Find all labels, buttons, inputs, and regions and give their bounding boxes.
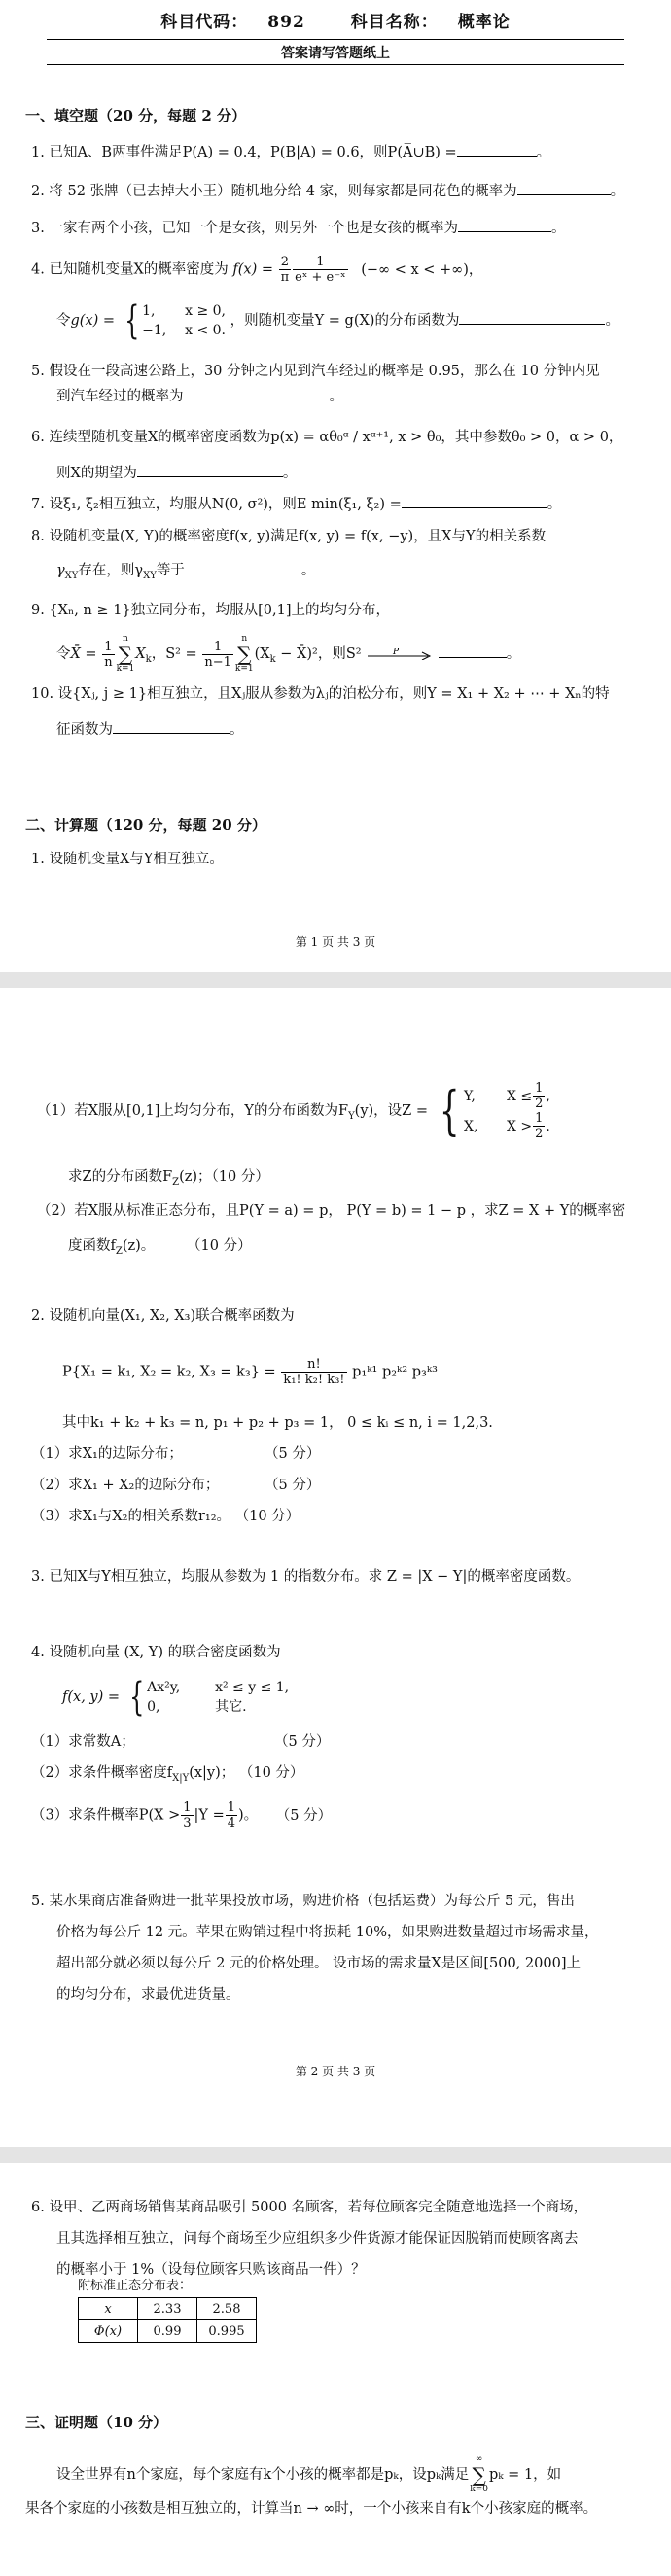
calc-question-1-part-2: （2）若X服从标准正态分布，且P(Y = a) = p， P(Y = b) = 1 − p ，求Z = X + Y的概率密 <box>37 1203 626 1219</box>
calc-question-1-part-1-ask: 求Z的分布函数$F_Z(z)$；（10 分） <box>68 1169 269 1188</box>
calc-question-2-sub-2: （2）求X₁ + X₂的边际分布； （5 分） <box>31 1478 321 1493</box>
calc-question-2-condition: 其中k₁ + k₂ + k₃ = n, p₁ + p₂ + p₃ = 1， 0 ≤ kᵢ ≤ n, i = 1,2,3. <box>62 1415 493 1431</box>
normal-distribution-table <box>78 2297 257 2343</box>
normal-table-caption: 附标准正态分布表： <box>78 2279 193 2293</box>
fill-question-7: 7. 设ξ₁, ξ₂相互独立，均服从N(0, σ²)，则E min(ξ₁, ξ₂) = 。 <box>31 494 644 515</box>
table-cell: 2.33 <box>138 2298 197 2320</box>
fill-question-6: 6. 连续型随机变量X的概率密度函数为p(x) = αθ₀ᵅ / xᵅ⁺¹, x > θ₀，其中参数θ₀ > 0，α > 0， <box>31 430 623 445</box>
fill-question-4: 4. 已知随机变量X的概率密度为 f(x) = $\frac{2}{\pi}$ $\frac{1}{\text{eˣ + e⁻ˣ}}$ (−∞ < x < +∞)， <box>31 255 483 285</box>
calc-question-4-sub-3: （3）求条件概率P(X > $\frac{1}{3}$ |Y = $\frac{1}{4}$ )。 （5 分） <box>31 1800 333 1830</box>
table-cell: 0.995 <box>197 2320 257 2343</box>
exam-header <box>0 0 671 32</box>
convergence-arrow-icon <box>366 648 434 660</box>
calc-question-2-sub-3: （3）求X₁与X₂的相关系数r₁₂。 （10 分） <box>31 1509 300 1524</box>
exam-page-3 <box>0 2163 671 2576</box>
page-footer-2: 第 2 页 共 3 页 <box>295 2065 376 2078</box>
calc-question-5: 5. 某水果商店准备购进一批苹果投放市场，购进价格（包括运费）为每公斤 5 元，售出 <box>31 1894 575 1909</box>
page-separator-1 <box>0 972 671 988</box>
calc-question-5-line-2: 价格为每公斤 12 元。苹果在购销过程中将损耗 10%，如果购进数量超过市场需求量， <box>56 1925 599 1940</box>
subject-code-label: 科目代码： <box>160 13 249 32</box>
fill-question-8-cont: $\gamma_{XY}$存在，则$\gamma_{XY}$等于 。 <box>56 560 644 586</box>
calc-question-4-sub-2: （2）求条件概率密度$f_{X|Y}(x|y)$； （10 分） <box>31 1765 304 1784</box>
fill-question-4-cont: 令g(x) = { 1, x ≥ 0, −1, x < 0. ，则随机变量Y = g(X)的分布函数为 。 <box>56 298 619 343</box>
calc-question-2: 2. 设随机向量(X₁, X₂, X₃)联合概率函数为 <box>31 1308 295 1324</box>
fill-question-2: 2. 将 52 张牌（已去掉大小王）随机地分给 4 家，则每家都是同花色的概率为 。 <box>31 181 644 202</box>
fill-question-3: 3. 一家有两个小孩，已知一个是女孩，则另外一个也是女孩的概率为 。 <box>31 218 644 239</box>
calc-question-4: 4. 设随机向量 (X, Y) 的联合密度函数为 <box>31 1645 281 1660</box>
calc-question-3: 3. 已知X与Y相互独立，均服从参数为 1 的指数分布。求 Z = |X − Y|的概率密度函数。 <box>31 1569 581 1584</box>
fill-question-10: 10. 设{Xⱼ, j ≥ 1}相互独立，且Xⱼ服从参数为λⱼ的泊松分布，则Y = X₁ + X₂ + ⋯ + Xₙ的特 <box>31 686 610 702</box>
fill-question-5-cont: 到汽车经过的概率为 。 <box>56 386 644 407</box>
fill-question-8: 8. 设随机变量(X, Y)的概率密度f(x, y)满足f(x, y) = f(x, −y)，且X与Y的相关系数 <box>31 529 547 544</box>
calc-question-4-sub-1: （1）求常数A； （5 分） <box>31 1734 331 1750</box>
fill-question-9: 9. {Xₙ, n ≥ 1}独立同分布，均服从[0,1]上的均匀分布， <box>31 603 391 618</box>
header-rule-bottom <box>47 64 624 65</box>
table-row <box>79 2298 257 2320</box>
calc-question-5-line-4: 的均匀分布，求最优进货量。 <box>56 1987 240 2002</box>
calc-question-2-formula: P{X₁ = k₁, X₂ = k₂, X₃ = k₃} = $\frac{n!}{\text{k₁! k₂! k₃!}}$ p₁ᵏ¹ p₂ᵏ² p₃ᵏ³ <box>62 1357 438 1387</box>
calc-question-6: 6. 设甲、乙两商场销售某商品吸引 5000 名顾客，若每位顾客完全随意地选择一个商场， <box>31 2200 588 2215</box>
subject-name-value: 概率论 <box>457 13 511 32</box>
calc-question-6-line-3: 的概率小于 1%（设每位顾客只购该商品一件）？ <box>56 2262 366 2278</box>
table-cell: Φ(x) <box>79 2320 138 2343</box>
subject-name-label: 科目名称： <box>350 13 439 32</box>
calc-question-1-intro: 1. 设随机变量X与Y相互独立。 <box>31 852 224 867</box>
page-separator-2 <box>0 2147 671 2163</box>
section-3-title: 三、证明题（10 分） <box>25 2414 168 2431</box>
fill-question-6-cont: 则X的期望为 。 <box>56 463 644 484</box>
section-1-title: 一、填空题（20 分，每题 2 分） <box>25 107 246 124</box>
header-rule <box>47 39 624 40</box>
subject-code-value: 892 <box>267 13 305 32</box>
answer-instruction: 答案请写答题纸上 <box>281 46 390 61</box>
calc-question-4-density: f(x, y) = { Ax²y, x² ≤ y ≤ 1, 0, 其它. <box>62 1675 290 1720</box>
page-footer-1: 第 1 页 共 3 页 <box>295 935 376 949</box>
fill-question-5: 5. 假设在一段高速公路上，30 分钟之内见到汽车经过的概率是 0.95，那么在 10 分钟内见 <box>31 364 600 379</box>
svg-text:P: P <box>393 648 400 657</box>
table-cell: 2.58 <box>197 2298 257 2320</box>
calc-question-2-sub-1: （1）求X₁的边际分布； （5 分） <box>31 1446 321 1462</box>
exam-page-1 <box>0 0 671 972</box>
table-cell: 0.99 <box>138 2320 197 2343</box>
fill-question-9-cont: 令X̄ = $\frac{1}{n}$ n ∑ $k=1X_k$，S² = $\frac{1}{n-1}$ n ∑ $k=1(X_k$ − X̄)²，则S² P 。 <box>56 634 521 674</box>
table-cell: x <box>79 2298 138 2320</box>
calc-question-1-part-2-cont: 度函数$f_Z(z)$。 （10 分） <box>68 1238 252 1257</box>
calc-question-5-line-3: 超出部分就必须以每公斤 2 元的价格处理。 设市场的需求量X是区间[500, 2000]上 <box>56 1956 581 1971</box>
section-2-title: 二、计算题（120 分，每题 20 分） <box>25 817 266 834</box>
table-row <box>79 2320 257 2343</box>
fill-question-1: 1. 已知A、B两事件满足P(A) = 0.4，P(B|A) = 0.6，则P(A̅∪B) = 。 <box>31 142 644 163</box>
calc-question-1-part-1: （1）若X服从[0,1]上均匀分布，Y的分布函数为$F_Y(y)$，设Z = { Y, X ≤ $\frac{1}{2}$ , X, X > $\frac{1}{2}$ . <box>37 1080 550 1141</box>
calc-question-6-line-2: 且其选择相互独立，问每个商场至少应组织多少件货源才能保证因脱销而使顾客离去 <box>56 2231 579 2246</box>
fill-question-10-cont: 征函数为 。 <box>56 719 644 741</box>
proof-question-line-2: 果各个家庭的小孩数是相互独立的，计算当n → ∞时，一个小孩来自有k个小孩家庭的概率。 <box>25 2501 598 2517</box>
exam-page-2 <box>0 988 671 2147</box>
proof-question-line-1: 设全世界有n个家庭，每个家庭有k个小孩的概率都是pₖ，设pₖ满足∞ ∑ k=0pₖ = 1，如 <box>56 2454 562 2494</box>
